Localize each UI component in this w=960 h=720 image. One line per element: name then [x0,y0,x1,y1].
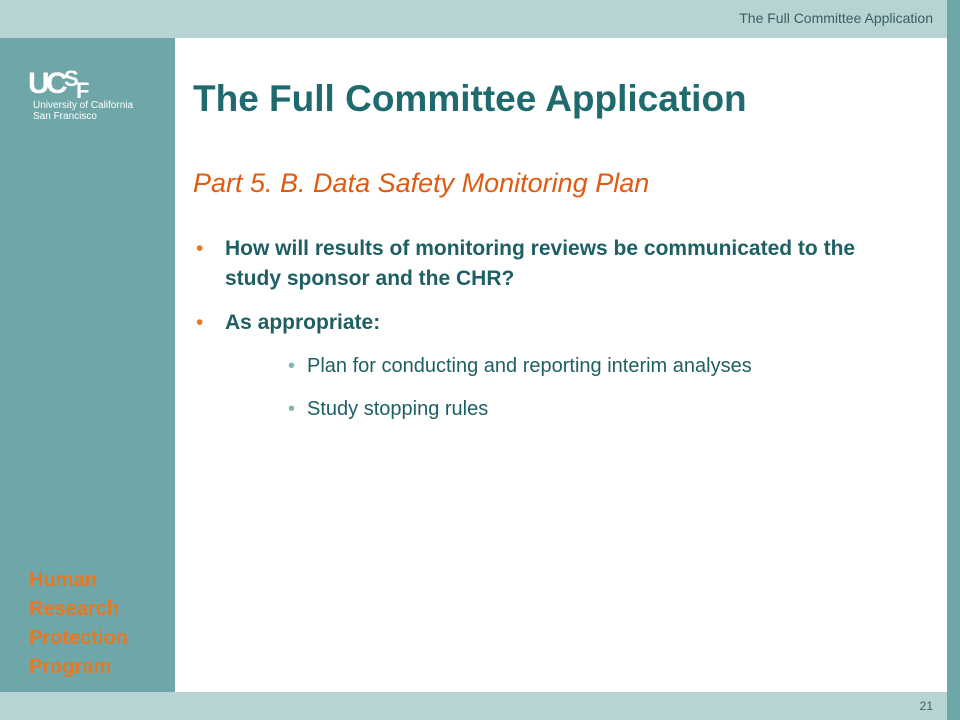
bullet-dot-icon: • [196,311,204,334]
program-line: Protection [29,627,128,649]
sub-bullet-text: Plan for conducting and reporting interim analyses [307,355,752,377]
sub-bullet-item [193,395,913,423]
slide-content [175,38,947,692]
slide-subtitle: Part 5. B. Data Safety Monitoring Plan [193,168,650,198]
program-line: Human [29,569,97,591]
program-name [29,566,128,682]
logo-university-line: University of California [33,100,134,111]
header-title: The Full Committee Application [739,10,933,26]
sub-bullet-text: Study stopping rules [307,398,489,420]
logo-campus-line: San Francisco [33,111,97,122]
footer-bar [0,692,947,720]
sidebar [0,38,175,692]
bullet-list [193,234,913,438]
logo-letter-u: U [28,67,47,100]
slide-title: The Full Committee Application [193,78,747,119]
logo-letter-c: C [46,67,65,100]
ucsf-logo [28,68,133,122]
logo-letter-f: F [76,78,87,103]
bullet-text: How will results of monitoring reviews be communicated to the study sponsor and the CHR? [225,237,856,290]
sub-bullet-dot-icon: • [288,398,296,420]
ucsf-logo-mark [28,66,88,103]
header-bar [0,0,947,38]
bullet-item [193,308,913,338]
bullet-dot-icon: • [196,237,204,260]
program-line: Research [29,598,120,620]
bullet-item [193,234,913,294]
bullet-text: As appropriate: [225,311,381,334]
right-edge-strip [947,0,960,720]
logo-letter-s: S [64,66,76,91]
program-line: Program [29,656,112,678]
sub-bullet-item [193,352,913,380]
sub-bullet-dot-icon: • [288,355,296,377]
page-number: 21 [919,699,933,713]
